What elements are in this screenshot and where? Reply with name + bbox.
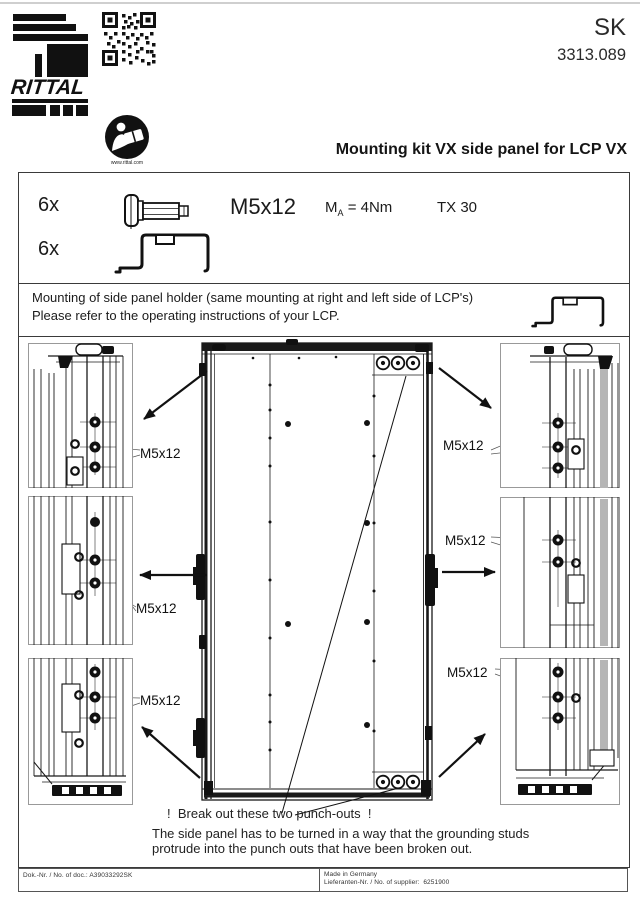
parts-screw-name: M5x12 [230, 194, 297, 219]
made-in: Made in Germany [324, 871, 378, 878]
footer-supplier-cell [320, 868, 628, 892]
side-panel-drawing [202, 343, 432, 800]
warning-line-3: protrude into the punch outs that have been broken out. [152, 841, 473, 856]
rittal-logo [12, 13, 90, 123]
detail-view-top-right [501, 344, 620, 489]
footer-doc-cell [18, 868, 320, 892]
parts-qty-bracket: 6x [38, 238, 60, 260]
parts-tool: TX 30 [437, 199, 478, 216]
torque-m: M [325, 199, 338, 216]
detail-view-mid-left [29, 496, 133, 645]
panel-hinges [193, 339, 438, 796]
parts-qty-screw: 6x [38, 194, 60, 216]
punchout-leader-top [282, 376, 406, 813]
doc-no-label: Dok.-Nr. / No. of doc.: [23, 872, 88, 879]
brand-wordmark: RITTAL [9, 76, 86, 99]
warning-line-1: ! Break out these two punch-outs ! [167, 806, 372, 821]
detail-view-bottom-left [29, 658, 133, 805]
torque-sub: A [337, 208, 344, 218]
detail-view-bottom-right [501, 658, 620, 805]
bracket-icon [110, 224, 225, 278]
product-code: SK [593, 14, 626, 41]
parts-torque [325, 199, 392, 218]
website-caption: www.rittal.com [110, 160, 144, 166]
screw-callout-top-left: M5x12 [140, 446, 181, 461]
doc-no-value: A39033292SK [89, 872, 133, 879]
punch-out-holes [377, 357, 420, 789]
detail-view-mid-right [501, 497, 620, 648]
torque-value: = 4Nm [347, 199, 393, 216]
warning-line-2: The side panel has to be turned in a way that the grounding studs [152, 826, 530, 841]
screw-callout-bottom-right: M5x12 [447, 665, 488, 680]
page-top-edge [0, 2, 640, 4]
qr-code-icon [102, 12, 156, 66]
screw-callout-bottom-left: M5x12 [140, 693, 181, 708]
assembly-diagram [18, 336, 628, 866]
bracket-icon-small [528, 288, 616, 332]
screw-callout-mid-right: M5x12 [445, 533, 486, 548]
supplier-no: 6251900 [423, 879, 450, 886]
screw-callout-top-right: M5x12 [443, 438, 484, 453]
supplier-label: Lieferanten-Nr. / No. of supplier: [324, 879, 420, 886]
note-line-2: Please refer to the operating instructions of your LCP. [32, 308, 340, 323]
note-line-1: Mounting of side panel holder (same mounting at right and left side of LCP's) [32, 290, 474, 305]
page-title: Mounting kit VX side panel for LCP VX [335, 141, 627, 158]
article-number: 3313.089 [557, 46, 626, 64]
screw-callout-mid-left: M5x12 [136, 601, 177, 616]
detail-view-top-left [29, 344, 133, 489]
